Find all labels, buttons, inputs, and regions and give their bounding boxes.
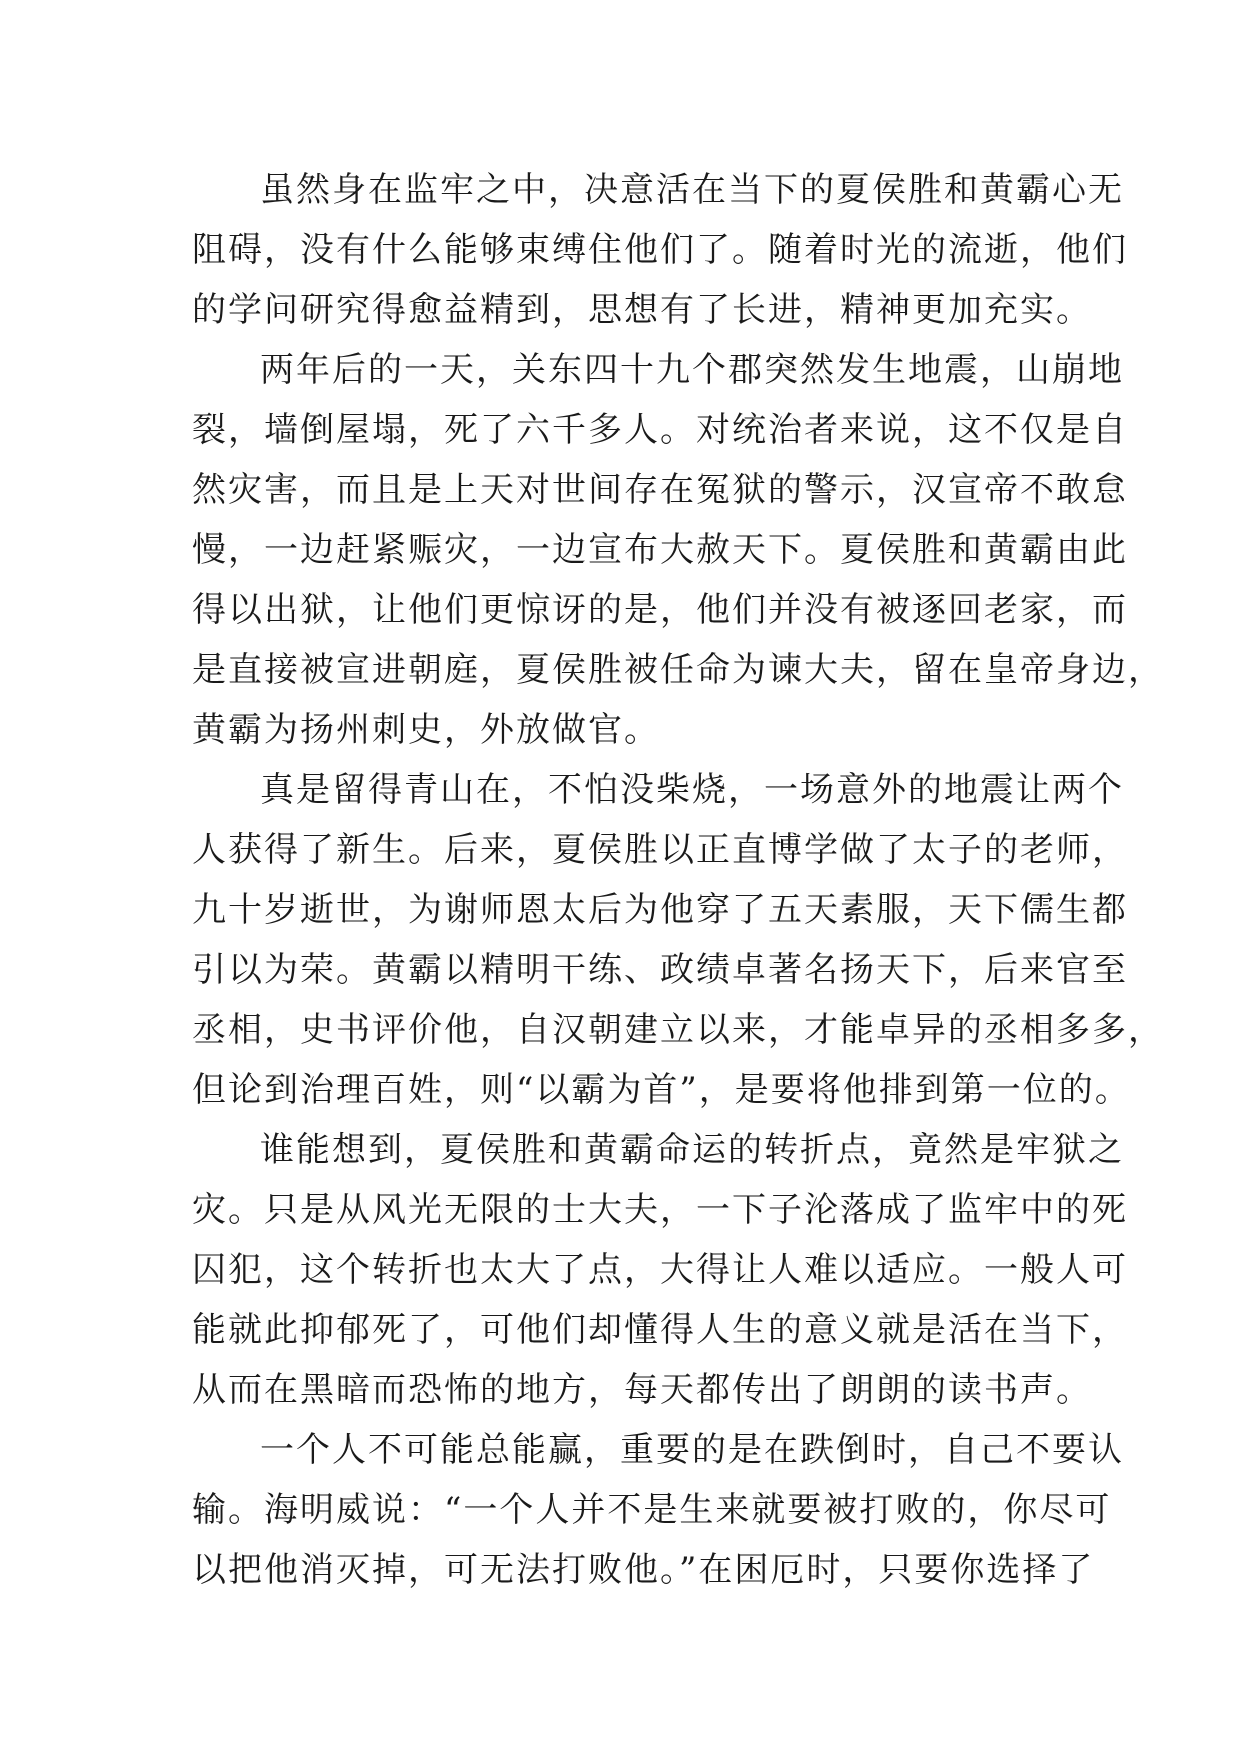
body-text [192,160,1164,1600]
paragraph-first-line: 一个人不可能总能赢，重要的是在跌倒时，自己不要认 [260,1430,1124,1470]
paragraph-first-line: 谁能想到，夏侯胜和黄霸命运的转折点，竟然是牢狱之 [260,1130,1124,1170]
text-line: 慢，一边赶紧赈灾，一边宣布大赦天下。夏侯胜和黄霸由此 [192,530,1128,570]
paragraph-first-line: 真是留得青山在，不怕没柴烧，一场意外的地震让两个 [260,770,1124,810]
text-line: 黄霸为扬州刺史，外放做官。 [192,710,660,750]
text-line: 得以出狱，让他们更惊讶的是，他们并没有被逐回老家，而 [192,590,1128,630]
text-line: 从而在黑暗而恐怖的地方，每天都传出了朗朗的读书声。 [192,1370,1092,1410]
text-line: 人获得了新生。后来，夏侯胜以正直博学做了太子的老师， [192,830,1128,870]
text-line: 引以为荣。黄霸以精明干练、政绩卓著名扬天下，后来官至 [192,950,1128,990]
text-line: 灾。只是从风光无限的士大夫，一下子沦落成了监牢中的死 [192,1190,1128,1230]
paragraph-first-line: 两年后的一天，关东四十九个郡突然发生地震，山崩地 [260,350,1124,390]
text-line: 是直接被宣进朝庭，夏侯胜被任命为谏大夫，留在皇帝身边， [192,650,1164,690]
text-line: 丞相，史书评价他，自汉朝建立以来，才能卓异的丞相多多， [192,1010,1164,1050]
text-line: 阻碍，没有什么能够束缚住他们了。随着时光的流逝，他们 [192,230,1128,270]
text-line: 以把他消灭掉，可无法打败他。”在困厄时，只要你选择了 [192,1550,1095,1590]
text-line: 的学问研究得愈益精到，思想有了长进，精神更加充实。 [192,290,1092,330]
text-line: 九十岁逝世，为谢师恩太后为他穿了五天素服，天下儒生都 [192,890,1128,930]
paragraph-first-line: 虽然身在监牢之中，决意活在当下的夏侯胜和黄霸心无 [260,170,1124,210]
text-line: 输。海明威说：“一个人并不是生来就要被打败的，你尽可 [192,1490,1112,1530]
text-line: 裂，墙倒屋塌，死了六千多人。对统治者来说，这不仅是自 [192,410,1128,450]
text-line: 然灾害，而且是上天对世间存在冤狱的警示，汉宣帝不敢怠 [192,470,1128,510]
text-line: 囚犯，这个转折也太大了点，大得让人难以适应。一般人可 [192,1250,1128,1290]
text-line: 能就此抑郁死了，可他们却懂得人生的意义就是活在当下， [192,1310,1128,1350]
text-line: 但论到治理百姓，则“以霸为首”，是要将他排到第一位的。 [192,1070,1131,1110]
